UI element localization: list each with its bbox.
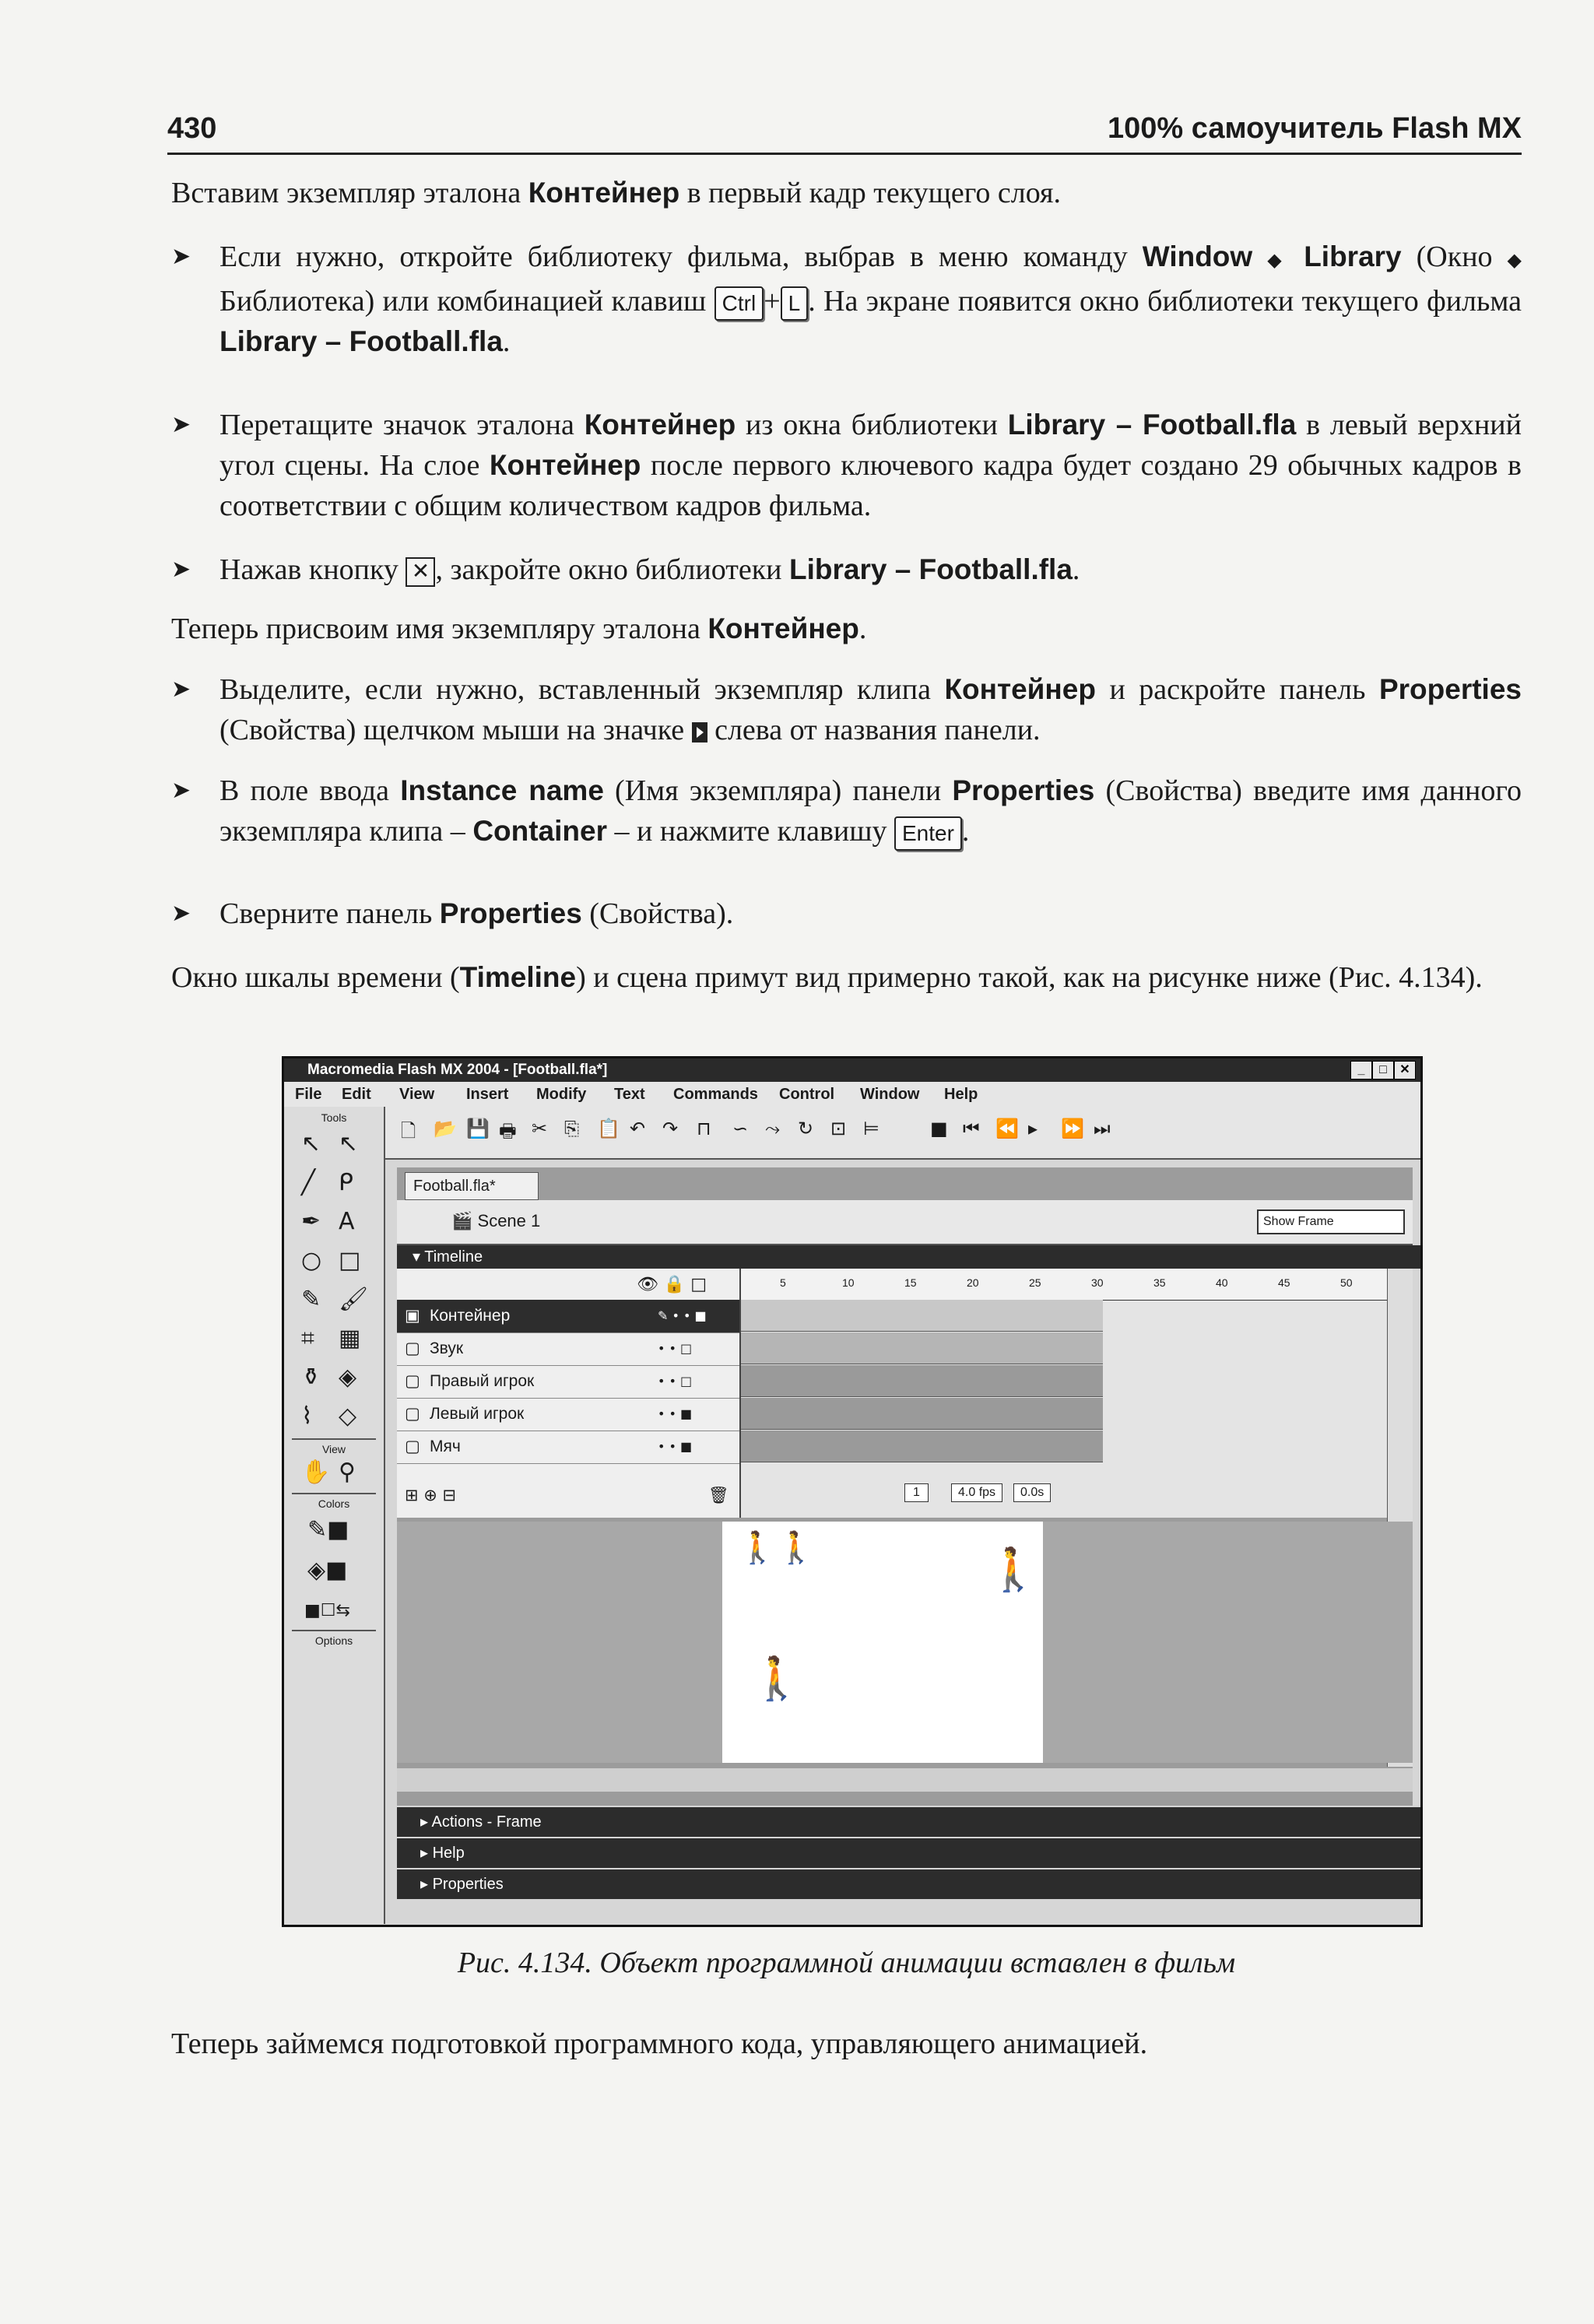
timeline-status (741, 1479, 1387, 1510)
rectangle-tool-icon[interactable]: □ (339, 1247, 361, 1274)
menu-commands[interactable]: Commands (673, 1086, 758, 1103)
paragraph-2: Теперь присвоим имя экземпляру эталона Контейнер. (171, 613, 867, 645)
lasso-tool-icon[interactable]: ᑭ (339, 1169, 353, 1196)
document-window (397, 1167, 1413, 1806)
arrow-bullet-icon: ➤ (171, 777, 191, 804)
tools-panel (284, 1107, 385, 1924)
scale-icon[interactable]: ⊡ (830, 1118, 847, 1139)
arrow-bullet-icon: ➤ (171, 243, 191, 270)
text-tool-icon[interactable]: A (339, 1208, 355, 1235)
cut-icon[interactable]: ✂ (532, 1118, 548, 1139)
arrow-bullet-icon: ➤ (171, 556, 191, 583)
elapsed-time: 0.0s (1013, 1483, 1051, 1502)
zoom-tool-icon[interactable]: ⚲ (339, 1459, 356, 1486)
actions-panel[interactable]: ▸ Actions - Frame (397, 1807, 1423, 1837)
eraser-tool-icon[interactable]: ◇ (339, 1402, 357, 1430)
play-icon[interactable]: ▸ (1028, 1118, 1038, 1139)
close-button[interactable]: ✕ (1394, 1061, 1416, 1080)
stage-area (397, 1522, 1413, 1763)
undo-icon[interactable]: ↶ (630, 1118, 646, 1139)
running-header (167, 109, 1522, 155)
menu-window[interactable]: Window (860, 1086, 920, 1103)
help-panel[interactable]: ▸ Help (397, 1838, 1423, 1868)
tools-label: Tools (321, 1111, 347, 1124)
ctrl-key: Ctrl (714, 286, 764, 321)
l-key: L (781, 286, 809, 321)
ink-bottle-tool-icon[interactable]: ⚱ (301, 1364, 321, 1391)
arrow-bullet-icon: ➤ (171, 676, 191, 703)
step-back-icon[interactable]: ⏪ (995, 1118, 1019, 1139)
copy-icon[interactable]: ⎘ (564, 1118, 580, 1139)
fill-color-icon[interactable]: ◈■ (307, 1557, 348, 1584)
current-frame: 1 (904, 1483, 929, 1502)
container-clip-icon[interactable]: 🚶🚶 (738, 1530, 816, 1566)
stage-canvas (722, 1522, 1043, 1763)
frame-band[interactable] (741, 1398, 1103, 1430)
scene-label[interactable]: 🎬 Scene 1 (451, 1211, 541, 1230)
layer-row[interactable]: ▢ Правый игрок • • □ (397, 1365, 739, 1399)
frame-band[interactable] (741, 1300, 1103, 1332)
figure-caption: Рис. 4.134. Объект программной анимации вставлен в фильм (457, 1947, 1236, 1979)
menu-modify[interactable]: Modify (536, 1086, 587, 1103)
menu-bar (284, 1082, 1420, 1107)
frame-band[interactable] (741, 1365, 1103, 1397)
free-transform-tool-icon[interactable]: ⌗ (301, 1325, 314, 1352)
window-titlebar (284, 1058, 1420, 1082)
print-icon[interactable]: 🖶 (499, 1120, 517, 1142)
frames-area (741, 1269, 1387, 1518)
pencil-tool-icon[interactable]: ✎ (301, 1286, 321, 1313)
document-tab[interactable]: Football.fla* (405, 1172, 539, 1200)
stop-icon[interactable]: ■ (930, 1118, 948, 1139)
bullet-1: ➤ Если нужно, откройте библиотеку фильма, выбрав в меню команду Window ◆ Library (Окно ◆ Библиотека) или комбинацией клавиш Ctrl + L . На экране появится окно библиотеки текущего фильма Library – Football.fla. (171, 237, 1522, 362)
open-file-icon[interactable]: 📂 (434, 1118, 457, 1139)
layer-controls (397, 1479, 739, 1513)
left-player-icon[interactable]: 🚶 (750, 1654, 803, 1703)
align-icon[interactable]: ⊨ (863, 1118, 880, 1139)
frame-band[interactable] (741, 1332, 1103, 1364)
bullet-5: ➤ В поле ввода Instance name (Имя экземпляра) панели Properties (Свойства) введите имя данного экземпляра клипа – Container – и нажмите клавишу Enter . (171, 771, 1522, 851)
layers-header: 👁 🔒 □ (397, 1269, 739, 1301)
rotate-icon[interactable]: ↻ (798, 1118, 814, 1139)
redo-icon[interactable]: ↷ (662, 1118, 679, 1139)
frame-band[interactable] (741, 1431, 1103, 1462)
paragraph-1: Вставим экземпляр эталона Контейнер в первый кадр текущего слоя. (171, 177, 1062, 209)
color-swap-icon[interactable]: ■☐⇆ (304, 1601, 350, 1620)
paragraph-4: Теперь займемся подготовкой программного кода, управляющего анимацией. (171, 2027, 1148, 2060)
straighten-icon[interactable]: ⤳ (765, 1118, 781, 1139)
maximize-button[interactable]: □ (1372, 1061, 1394, 1080)
properties-panel[interactable]: ▸ Properties (397, 1869, 1423, 1899)
horizontal-scrollbar[interactable] (397, 1768, 1413, 1792)
oval-tool-icon[interactable]: ○ (301, 1247, 322, 1274)
enter-key: Enter (894, 816, 962, 851)
bullet-3: ➤ Нажав кнопку ✕ , закройте окно библиотеки Library – Football.fla. (171, 549, 1522, 590)
snap-icon[interactable]: ⊓ (697, 1118, 711, 1139)
bullet-2: ➤ Перетащите значок эталона Контейнер из окна библиотеки Library – Football.fla в левый верхний угол сцены. На слое Контейнер после первого ключевого кадра будет создано 29 обычных кадров в соответствии с общим количеством кадров фильма. (171, 405, 1522, 526)
right-player-icon[interactable]: 🚶 (987, 1545, 1040, 1594)
hand-tool-icon[interactable]: ✋ (301, 1459, 331, 1486)
flash-screenshot (282, 1056, 1423, 1927)
zoom-select[interactable]: Show Frame (1257, 1209, 1405, 1234)
colors-label: Colors (318, 1497, 350, 1510)
save-icon[interactable]: 💾 (466, 1118, 490, 1139)
line-tool-icon[interactable]: ╱ (301, 1169, 316, 1196)
add-layer-icon[interactable]: ⊞ ⊕ ⊟ (405, 1486, 457, 1504)
step-forward-icon[interactable]: ⏩ (1061, 1118, 1084, 1139)
layer-row[interactable]: ▢ Мяч • • ■ (397, 1431, 739, 1464)
stroke-color-icon[interactable]: ✎■ (307, 1516, 349, 1543)
scene-bar (397, 1200, 1413, 1245)
expand-triangle-icon (692, 722, 707, 742)
menu-text[interactable]: Text (614, 1086, 645, 1103)
menu-control[interactable]: Control (779, 1086, 835, 1103)
fill-transform-tool-icon[interactable]: ▦ (339, 1325, 361, 1352)
bullet-4: ➤ Выделите, если нужно, вставленный экземпляр клипа Контейнер и раскройте панель Properties (Свойства) щелчком мыши на значке слева от названия панели. (171, 669, 1522, 750)
frame-rate: 4.0 fps (951, 1483, 1002, 1502)
paste-icon[interactable]: 📋 (597, 1118, 620, 1139)
go-to-end-icon[interactable]: ⏭ (1094, 1118, 1111, 1139)
close-icon: ✕ (406, 557, 435, 587)
menu-view[interactable]: View (399, 1086, 435, 1103)
timeline-header[interactable]: ▾ Timeline (397, 1245, 1423, 1269)
brush-tool-icon[interactable]: 🖌 (339, 1286, 369, 1313)
arrow-bullet-icon: ➤ (171, 900, 191, 927)
pen-tool-icon[interactable]: ✒ (301, 1208, 321, 1235)
menu-insert[interactable]: Insert (466, 1086, 509, 1103)
paint-bucket-tool-icon[interactable]: ◈ (339, 1364, 357, 1391)
book-title: 100% самоучитель Flash MX (1108, 112, 1522, 145)
frame-ruler: 5 10 15 20 25 30 35 40 45 50 (741, 1269, 1387, 1301)
layer-row[interactable]: ▢ Левый игрок • • ■ (397, 1398, 739, 1431)
view-label: View (321, 1443, 346, 1455)
bullet-6: ➤ Сверните панель Properties (Свойства). (171, 893, 1522, 934)
layer-row[interactable]: ▣ Контейнер ✎ • • ■ (397, 1300, 739, 1333)
new-file-icon[interactable]: 🗋 (401, 1120, 416, 1142)
arrow-bullet-icon: ➤ (171, 411, 191, 438)
minimize-button[interactable]: _ (1350, 1061, 1372, 1080)
menu-edit[interactable]: Edit (342, 1086, 371, 1103)
eyedropper-tool-icon[interactable]: ⌇ (301, 1402, 313, 1430)
paragraph-3: Окно шкалы времени (Timeline) и сцена примут вид примерно такой, как на рисунке ниже (Рис. 4.134). (171, 961, 1483, 994)
rewind-icon[interactable]: ⏮ (963, 1118, 980, 1139)
timeline-area (397, 1269, 1413, 1518)
main-toolbar (385, 1107, 1420, 1160)
smooth-icon[interactable]: ∽ (732, 1118, 749, 1139)
layers-list (397, 1269, 741, 1518)
layer-row[interactable]: ▢ Звук • • □ (397, 1332, 739, 1366)
subselect-tool-icon[interactable]: ↖ (339, 1130, 359, 1157)
arrow-tool-icon[interactable]: ↖ (301, 1130, 321, 1157)
window-title: Macromedia Flash MX 2004 - [Football.fla*] (307, 1062, 608, 1078)
options-label: Options (314, 1634, 353, 1647)
delete-layer-icon[interactable]: 🗑 (708, 1486, 729, 1504)
menu-help[interactable]: Help (944, 1086, 978, 1103)
page-number: 430 (167, 112, 217, 145)
menu-file[interactable]: File (295, 1086, 322, 1103)
